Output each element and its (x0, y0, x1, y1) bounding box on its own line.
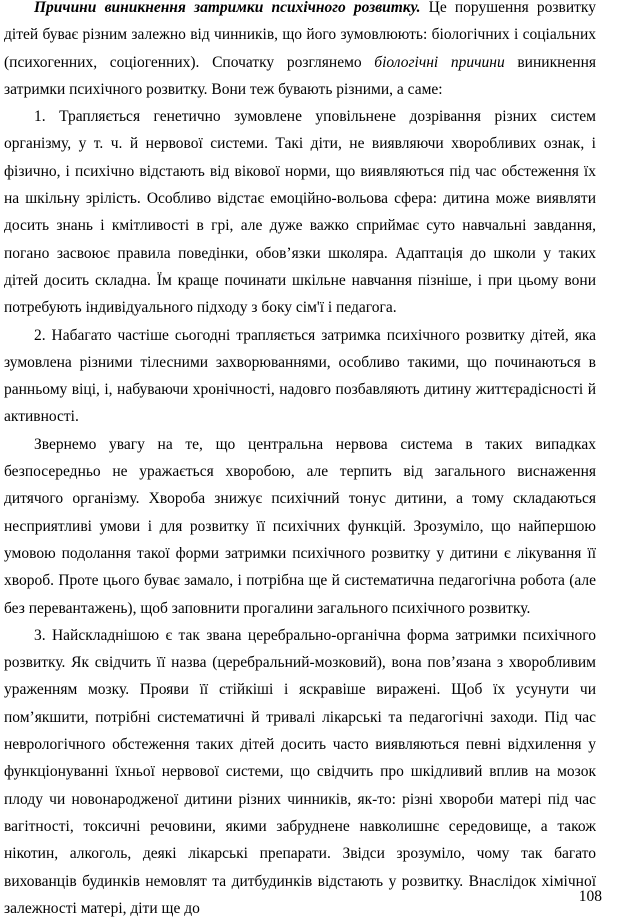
page-number: 108 (578, 888, 602, 905)
intro-italic-term: біологічні причини (374, 53, 505, 71)
section-heading: Причини виникнення затримки психічного розвитку. (34, 0, 421, 16)
intro-text-part-2: виникнення затримки психічного розвитку. Вони теж бувають різними, а саме: (4, 53, 596, 98)
intro-text-part-1: Це порушення розвитку дітей буває різним залежно від чинників, що його зумовлюють: біологічних і соціальних (психогенних, соціогенних). Спочатку розглянемо (4, 0, 596, 71)
paragraph-item-1: 1. Трапляється генетично зумовлене уповільнене дозрівання різних систем організму, у т. ч. й нервової системи. Такі діти, не виявляючи хворобливих ознак, і фізично, і психічно відстають від вікової норми, що виявляються під час обстеження їх на шкільну зрілість. Особливо відстає емоційно-вольова сфера: дитина може виявляти досить знань і кмітливості в грі, але дуже важко сприймає суто навчальні завдання, погано засвоює правила поведінки, обов’язки школяра. Адаптація до школи у таких дітей досить складна. Їм краще починати шкільне навчання пізніше, і при цьому вони потребують індивідуального підходу з боку сім'ї і педагога. (4, 108, 596, 317)
paragraph-item-3: 3. Найскладнішою є так звана церебрально-органічна форма затримки психічного розвитку. Як свідчить її назва (церебральний-мозковий), вона пов’язана з хворобливим ураженням мозку. Прояви її стійкіші і яскравіше виражені. Щоб їх усунути чи пом’якшити, потрібні систематичні й тривалі лікарські та педагогічні заходи. Під час неврологічного обстеження таких дітей досить часто виявляються певні відхилення у функціонуванні їхньої нервової системи, що свідчить про шкідливий вплив на мозок плоду чи новонародженої дитини різних чинників, як-то: різні хвороби матері під час вагітності, токсичні речовини, якими забруднене навколишнє середовище, а також нікотин, алкоголь, деякі лікарські препарати. Звідси зрозуміло, чому так багато вихованців будинків немовлят та дитбудинків відстають у розвитку. Внаслідок хімічної залежності матері, діти ще до (4, 626, 596, 917)
paragraph-note: Звернемо увагу на те, що центральна нервова система в таких випадках безпосередньо не уражається хворобою, але терпить від загального виснаження дитячого організму. Хвороба знижує психічний тонус дитини, а тому складаються несприятливі умови і для розвитку її психічних функцій. Зрозуміло, що найпершою умовою подолання такої форми затримки психічного розвитку у дитини є лікування її хвороб. Проте цього буває замало, і потрібна ще й систематична педагогічна робота (але без перевантажень), щоб заповнити прогалини загального психічного розвитку. (4, 435, 596, 617)
paragraph-intro (4, 0, 596, 103)
paragraph-item-2: 2. Набагато частіше сьогодні трапляється затримка психічного розвитку дітей, яка зумовлена різними тілесними захворюваннями, особливо такими, що починаються в ранньому віці, і, набуваючи хронічності, надовго позбавляють дитину життєрадісності й активності. (4, 326, 596, 426)
